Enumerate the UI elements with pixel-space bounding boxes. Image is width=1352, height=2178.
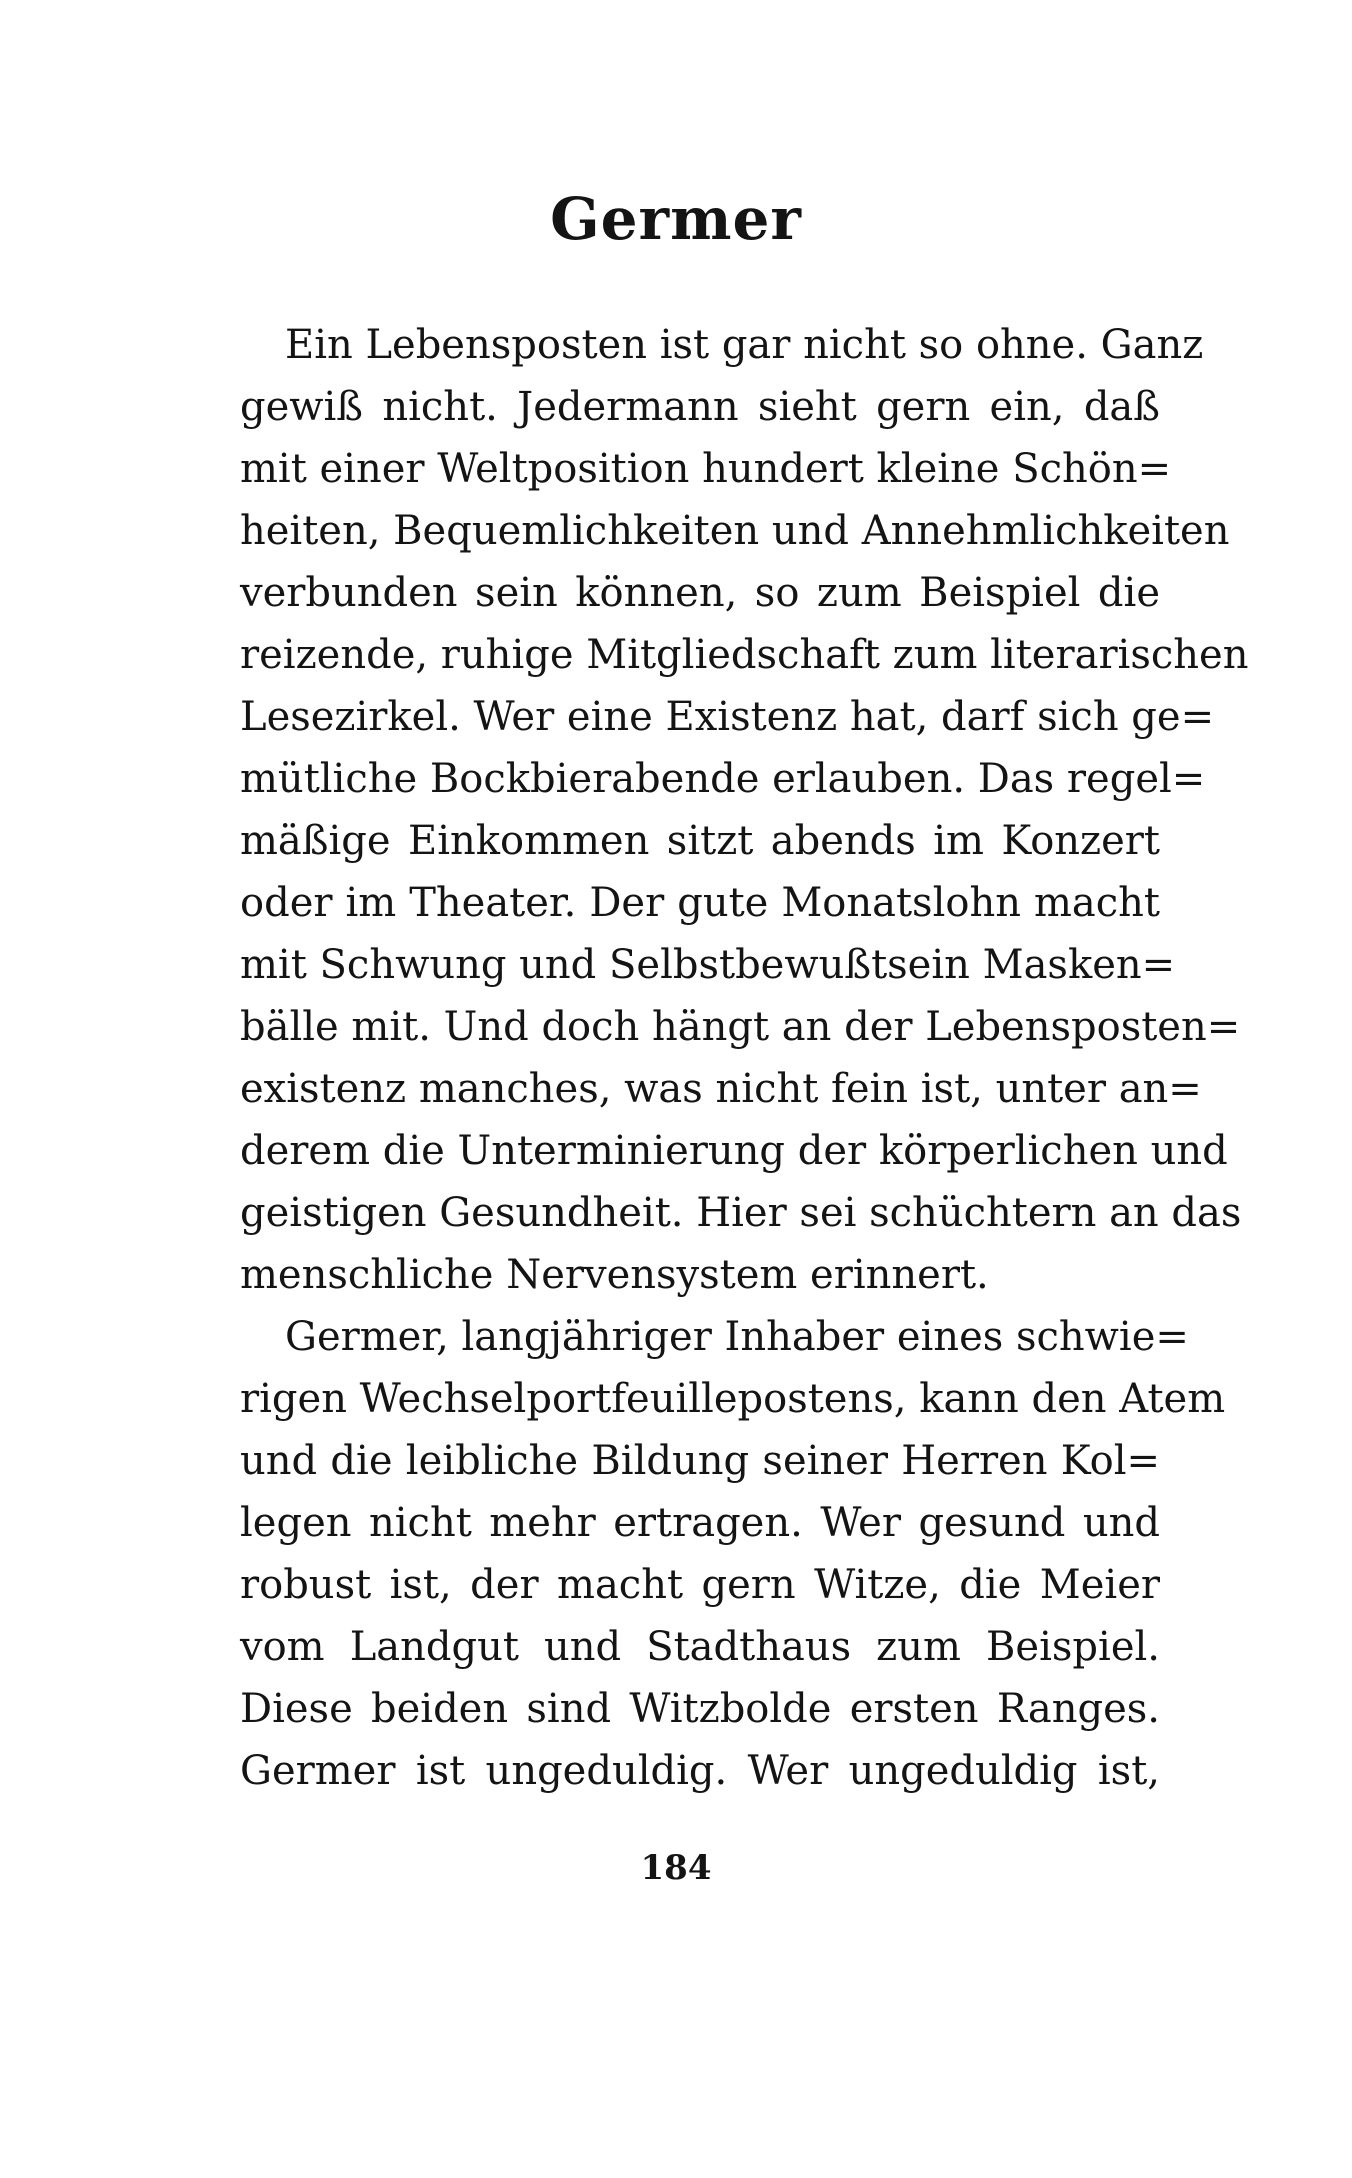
text-line: oder im Theater. Der gute Monatslohn macht <box>240 880 1160 926</box>
text-line: geistigen Gesundheit. Hier sei schüchtern an das <box>240 1190 1242 1236</box>
text-line: verbunden sein können, so zum Beispiel die <box>240 570 1160 616</box>
body-text <box>240 314 1249 1802</box>
text-line: mit einer Weltposition hundert kleine Schön= <box>240 446 1172 492</box>
text-line: heiten, Bequemlichkeiten und Annehmlichkeiten <box>240 508 1230 554</box>
text-line: Germer ist ungeduldig. Wer ungeduldig ist, <box>240 1748 1160 1794</box>
text-line: legen nicht mehr ertragen. Wer gesund und <box>240 1500 1160 1546</box>
text-line: mäßige Einkommen sitzt abends im Konzert <box>240 818 1160 864</box>
text-line: vom Landgut und Stadthaus zum Beispiel. <box>240 1624 1160 1670</box>
text-line: Ein Lebensposten ist gar nicht so ohne. Ganz <box>285 322 1204 368</box>
text-line: derem die Unterminierung der körperlichen und <box>240 1128 1228 1174</box>
page-number: 184 <box>640 1848 712 1888</box>
text-line: rigen Wechselportfeuillepostens, kann den Atem <box>240 1376 1226 1422</box>
text-line: bälle mit. Und doch hängt an der Lebensposten= <box>240 1004 1241 1050</box>
text-line: und die leibliche Bildung seiner Herren Kol= <box>240 1438 1160 1484</box>
text-line: existenz manches, was nicht fein ist, unter an= <box>240 1066 1202 1112</box>
text-line: robust ist, der macht gern Witze, die Meier <box>240 1562 1160 1608</box>
text-line: mütliche Bockbierabende erlauben. Das regel= <box>240 756 1206 802</box>
text-line: gewiß nicht. Jedermann sieht gern ein, daß <box>240 384 1160 430</box>
text-line: Diese beiden sind Witzbolde ersten Ranges. <box>240 1686 1160 1732</box>
text-line: mit Schwung und Selbstbewußtsein Masken= <box>240 942 1176 988</box>
text-line: menschliche Nervensystem erinnert. <box>240 1252 989 1298</box>
text-line: Lesezirkel. Wer eine Existenz hat, darf sich ge= <box>240 694 1215 740</box>
text-line: reizende, ruhige Mitgliedschaft zum literarischen <box>240 632 1249 678</box>
text-line: Germer, langjähriger Inhaber eines schwie= <box>285 1314 1189 1360</box>
chapter-title: Germer <box>550 185 802 253</box>
